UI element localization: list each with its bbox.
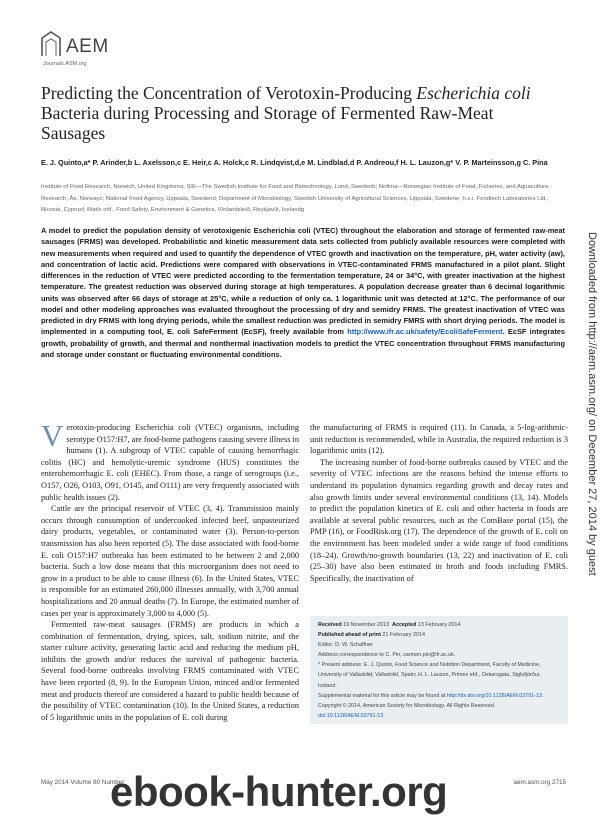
journal-logo [40,30,120,75]
supplemental-link[interactable]: http://dx.doi.org/10.1128/AEM.03791-13. [446,692,544,699]
paragraph: Fermented raw-meat sausages (FRMS) are products in which a combination of fermentation, drying, spices, salt, sodium nitrite, and the starter culture activity, generating lactic acid and reducing the medium pH, inhibits the growth and/or reduces the survival of pathogenic bacteria. Several food-borne outbreaks involving FRMS contaminated with VTEC have been reported (8, 9). In the European Union, minced and/or fermented meat and products thereof are considered a hazard to public health because of the possibility of VTEC contamination (10). In the United States, a reduction of 5 logarithmic units in the population of E. coli during [41,620,299,722]
copyright-line: Copyright © 2014, American Society for Microbiology. All Rights Reserved. [318,702,496,709]
footer-page: aem.asm.org 2715 [513,779,566,786]
paragraph: the manufacturing of FRMS is required (11). In Canada, a 5-log-arithmic-unit reduction is recommended, while in Australia, the required reduction is 3 logarithmic units (12). [310,423,568,456]
affiliations: Institute of Food Research, Norwich, United Kingdoma; SIK—The Swedish Institute for Food and Biotechnology, Lund, Swedenb; Nofima—Norwegian Institute of Food, Fisheries, and Aquaculture Research, Ås, Norwayc; National Food Agency, Uppsala, Swedend; Department of Microbiology, Swedish University of Agricultural Sciences, Uppsala, Swedene; h.s.i. Foodtech Laboratories Ltd., Nicosia, Cyprusf; Matís ohf., Food Safety, Environment & Genetics, Vínlandsleið, Reykjavík, Icelandg [41,184,549,213]
abstract: A model to predict the population density of verotoxigenic Escherichia coli (VTEC) throughout the elaboration and storage of fermented raw-meat sausages (FRMS) was developed. Probabilistic and kinetic measurement data sets collected from publicly available resources were completed with new measurements when required and used to quantify the dependence of VTEC growth and inactivation on the temperature, pH, water activity (aw), and concentration of lactic acid. Predictions were compared with observations in VTEC-contaminated FRMS manufactured in a pilot plant. Slight differences in the reduction of VTEC were predicted according to the fermentation temperature, 24 or 34°C, with greater inactivation at the highest temperature. The greatest reduction was observed during storage at high temperatures. A population decrease greater than 6 decimal logarithmic units was observed after 66 days of storage at 25°C, while a reduction of only ca. 1 logarithmic unit was detected at 12°C. The performance of our model and other modeling approaches was evaluated throughout the processing of dry and semidry FRMS. The greatest inactivation of VTEC was predicted in dry FRMS with long drying periods, while the smallest reduction was predicted in semidry FMRS with short drying periods. The model is implemented in a computing tool, E. coli SafeFerment (EcSF), freely available from http://www.ifr.ac.uk/safety/EcoliSafeFerment. EcSF integrates growth, probability of growth, and thermal and nonthermal inactivation models to predict the VTEC concentration throughout FRMS manufacturing and storage under constant or fluctuating environmental conditions. [41,226,565,359]
download-sidebar [584,232,600,702]
body-column-left [41,418,299,723]
drop-cap: V [41,418,64,453]
present-address: * Present address: E. J. Quinto, Food Science and Nutrition Department, Faculty of Medicine, University of Valladolid, Valladolid, Spain; H. L. Lauzon, Primex ehf., Oskarsgata, Siglufjörður, Iceland. [318,662,541,689]
editor-line: Editor: D. W. Schaffner [318,642,373,649]
logo-subtext: Journals.ASM.org [43,61,87,67]
abstract-link[interactable]: http://www.ifr.ac.uk/safety/EcoliSafeFerment [347,327,503,337]
aem-logo-icon [40,30,62,58]
article-title: Predicting the Concentration of Verotoxin-Producing Escherichia coli Bacteria during Processing and Storage of Fermented Raw-Meat Sausages [41,83,531,143]
author-list: E. J. Quinto,a* P. Arinder,b L. Axelsson,c E. Heir,c A. Holck,c R. Lindqvist,d,e M. Lindblad,d P. Andreou,f H. L. Lauzon,g* V. P. Marteinsson,g C. Pina [41,158,548,167]
footer-issue: May 2014 Volume 80 Number [41,779,125,786]
download-notice: Downloaded from http://aem.asm.org/ on December 27, 2014 by guest [586,232,598,576]
paragraph: Cattle are the principal reservoir of VTEC (3, 4). Transmission mainly occurs through consumption of undercooked infected beef, unpasteurized dairy products, vegetables, or contaminated water (3). Person-to-person transmission has also been reported (5). The dose associated with food-borne E. coli O157:H7 outbreaks has been estimated to be between 2 and 2,000 bacteria. Such a low dose means that this microorganism does not need to grow in a product to be able to cause illness (6). In the United States, VTEC is responsible for an estimated 260,000 illnesses annually, with 3,700 annual hospitalizations and 20 annual deaths (7). In Europe, the estimated number of cases per year is approximately 3,000 to 4,000 (5). [41,504,299,618]
dates-line: Received 19 November 2013 Accepted 13 February 2014 [318,622,461,628]
paragraph: The increasing number of food-borne outbreaks caused by VTEC and the severity of VTEC infections are the reasons behind the intense efforts to understand its population dynamics regarding growth and decay rates and also growth limits under several environmental conditions (13, 14). Models to predict the population kinetics of E. coli and other bacteria in foods are available at several public resources, such as the ComBase portal (15), the PMP (16), or FoodRisk.org (17). The dependence of the growth of E. coli on the environment has been modeled under a wide range of food conditions (18–24). Growth/no-growth boundaries (13, 22) and inactivation of E. coli (25–30) have also been estimated in broth and foods including FMRS. Specifically, the inactivation of [310,457,568,583]
watermark: ebook-hunter.org [110,768,448,815]
logo-wordmark: AEM [66,36,109,57]
correspondence-line: Address correspondence to C. Pin, carmen.pin@ifr.ac.uk. [318,652,456,659]
paragraph: Verotoxin-producing Escherichia coli (VTEC) organisms, including serotype O157:H7, are food-borne pathogens causing severe illness in humans (1). A subgroup of VTEC capable of causing hemorrhagic colitis (HC) and hemolytic-uremic syndrome (HUS) constitutes the enterohemorrhagic E. coli (EHEC). From those, a range of serogroups (i.e., O157, O26, O103, O91, O145, and O111) are very frequently associated with public health issues (2). [41,418,299,502]
body-column-right [310,422,568,584]
article-info-box [310,616,568,724]
published-line: Published ahead of print 21 February 2014 [318,632,425,639]
doi-link[interactable]: doi:10.1128/AEM.03791-13 [318,712,384,719]
supplemental-line: Supplemental material for this article may be found at http://dx.doi.org/10.1128/AEM.03791-13. [318,692,544,699]
